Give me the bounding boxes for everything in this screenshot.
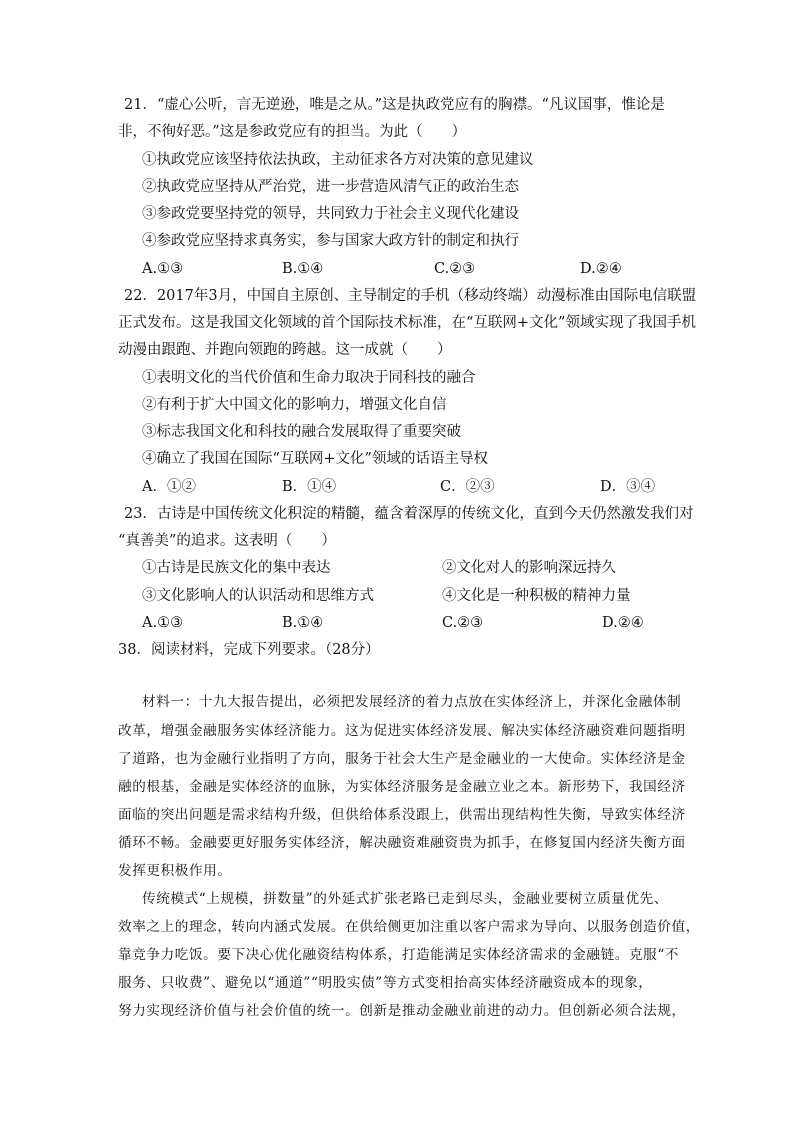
question-stem: 正式发布。这是我国文化领域的首个国际技术标准，在“互联网+文化”领域实现了我国手机 <box>118 315 696 331</box>
material-line: 服务、只收费”、避免以“通道”“明股实债”等方式变相抬高实体经济融资成本的现象， <box>118 975 653 991</box>
option-item: ③标志我国文化和科技的融合发展取得了重要突破 <box>142 424 461 440</box>
material-line: 循环不畅。金融要更好服务实体经济，解决融资难融资贵为抓手，在修复国内经济失衡方面 <box>118 835 686 851</box>
answer-choice-d: D．③④ <box>600 479 656 495</box>
material-line: 面临的突出问题是需求结构升级，但供给体系没跟上，供需出现结构性失衡，导致实体经济 <box>118 807 686 823</box>
option-item: ③文化影响人的认识活动和思维方式 <box>142 588 374 604</box>
material-line: 改革，增强金融服务实体经济能力。这为促进实体经济发展、解决实体经济融资难问题指明 <box>118 723 686 739</box>
answer-choice-a: A.①③ <box>142 615 184 631</box>
material-line: 材料一：十九大报告提出，必须把发展经济的着力点放在实体经济上，并深化金融体制 <box>142 694 682 710</box>
option-item: ③参政党要坚持党的领导，共同致力于社会主义现代化建设 <box>142 206 519 222</box>
material-line: 努力实现经济价值与社会价值的统一。创新是推动金融业前进的动力。但创新必须合法规， <box>118 1003 686 1019</box>
answer-choice-b: B．①④ <box>282 479 337 495</box>
answer-choice-c: C．②③ <box>440 479 495 495</box>
answer-choice-a: A.①③ <box>142 261 184 277</box>
question-stem: 23．古诗是中国传统文化积淀的精髓，蕴含着深厚的传统文化，直到今天仍然激发我们对 <box>124 506 694 522</box>
answer-choice-a: A．①② <box>142 479 196 495</box>
option-item: ②执政党应坚持从严治党，进一步营造风清气正的政治生态 <box>142 179 519 195</box>
answer-choice-c: C.②③ <box>434 261 476 277</box>
question-stem: 非，不徇好恶。”这是参政党应有的担当。为此（ ） <box>118 124 467 140</box>
material-line: 发挥更积极作用。 <box>118 863 232 879</box>
answer-choice-c: C.②③ <box>442 615 484 631</box>
question-heading: 38．阅读材料，完成下列要求。（28分） <box>118 642 380 658</box>
answer-choice-b: B.①④ <box>282 261 324 277</box>
option-item: ①古诗是民族文化的集中表达 <box>142 560 331 576</box>
material-line: 融的根基，金融是实体经济的血脉，为实体经济服务是金融立业之本。新形势下，我国经济 <box>118 779 686 795</box>
material-line: 靠竞争力吃饭。要下决心优化融资结构体系，打造能满足实体经济需求的金融链。克服“不 <box>118 947 680 963</box>
option-item: ①执政党应该坚持依法执政，主动征求各方对决策的意见建议 <box>142 152 534 168</box>
question-stem: 动漫由跟跑、并跑向领跑的跨越。这一成就（ ） <box>118 342 452 358</box>
material-line: 效率之上的理念，转向内涵式发展。在供给侧更加注重以客户需求为导向、以服务创造价值， <box>118 919 700 935</box>
question-stem: 22．2017年3月，中国自主原创、主导制定的手机（移动终端）动漫标准由国际电信联盟 <box>124 288 697 304</box>
option-item: ④确立了我国在国际“互联网+文化”领域的话语主导权 <box>142 451 488 467</box>
option-item: ②有利于扩大中国文化的影响力，增强文化自信 <box>142 397 447 413</box>
material-line: 传统模式“上规模，拼数量”的外延式扩张老路已走到尽头，金融业要树立质量优先、 <box>142 891 669 907</box>
option-item: ①表明文化的当代价值和生命力取决于同科技的融合 <box>142 370 476 386</box>
question-stem: “真善美”的追求。这表明（ ） <box>118 533 336 549</box>
option-item: ④参政党应坚持求真务实，参与国家大政方针的制定和执行 <box>142 233 519 249</box>
answer-choice-b: B.①④ <box>282 615 324 631</box>
answer-choice-d: D.②④ <box>602 615 644 631</box>
question-stem: 21．“虚心公听，言无逆逊，唯是之从。”这是执政党应有的胸襟。“凡议国事，惟论是 <box>124 97 665 113</box>
option-item: ④文化是一种积极的精神力量 <box>442 588 631 604</box>
answer-choice-d: D.②④ <box>580 261 622 277</box>
material-line: 了道路，也为金融行业指明了方向，服务于社会大生产是金融业的一大使命。实体经济是金 <box>118 751 686 767</box>
option-item: ②文化对人的影响深远持久 <box>442 560 616 576</box>
